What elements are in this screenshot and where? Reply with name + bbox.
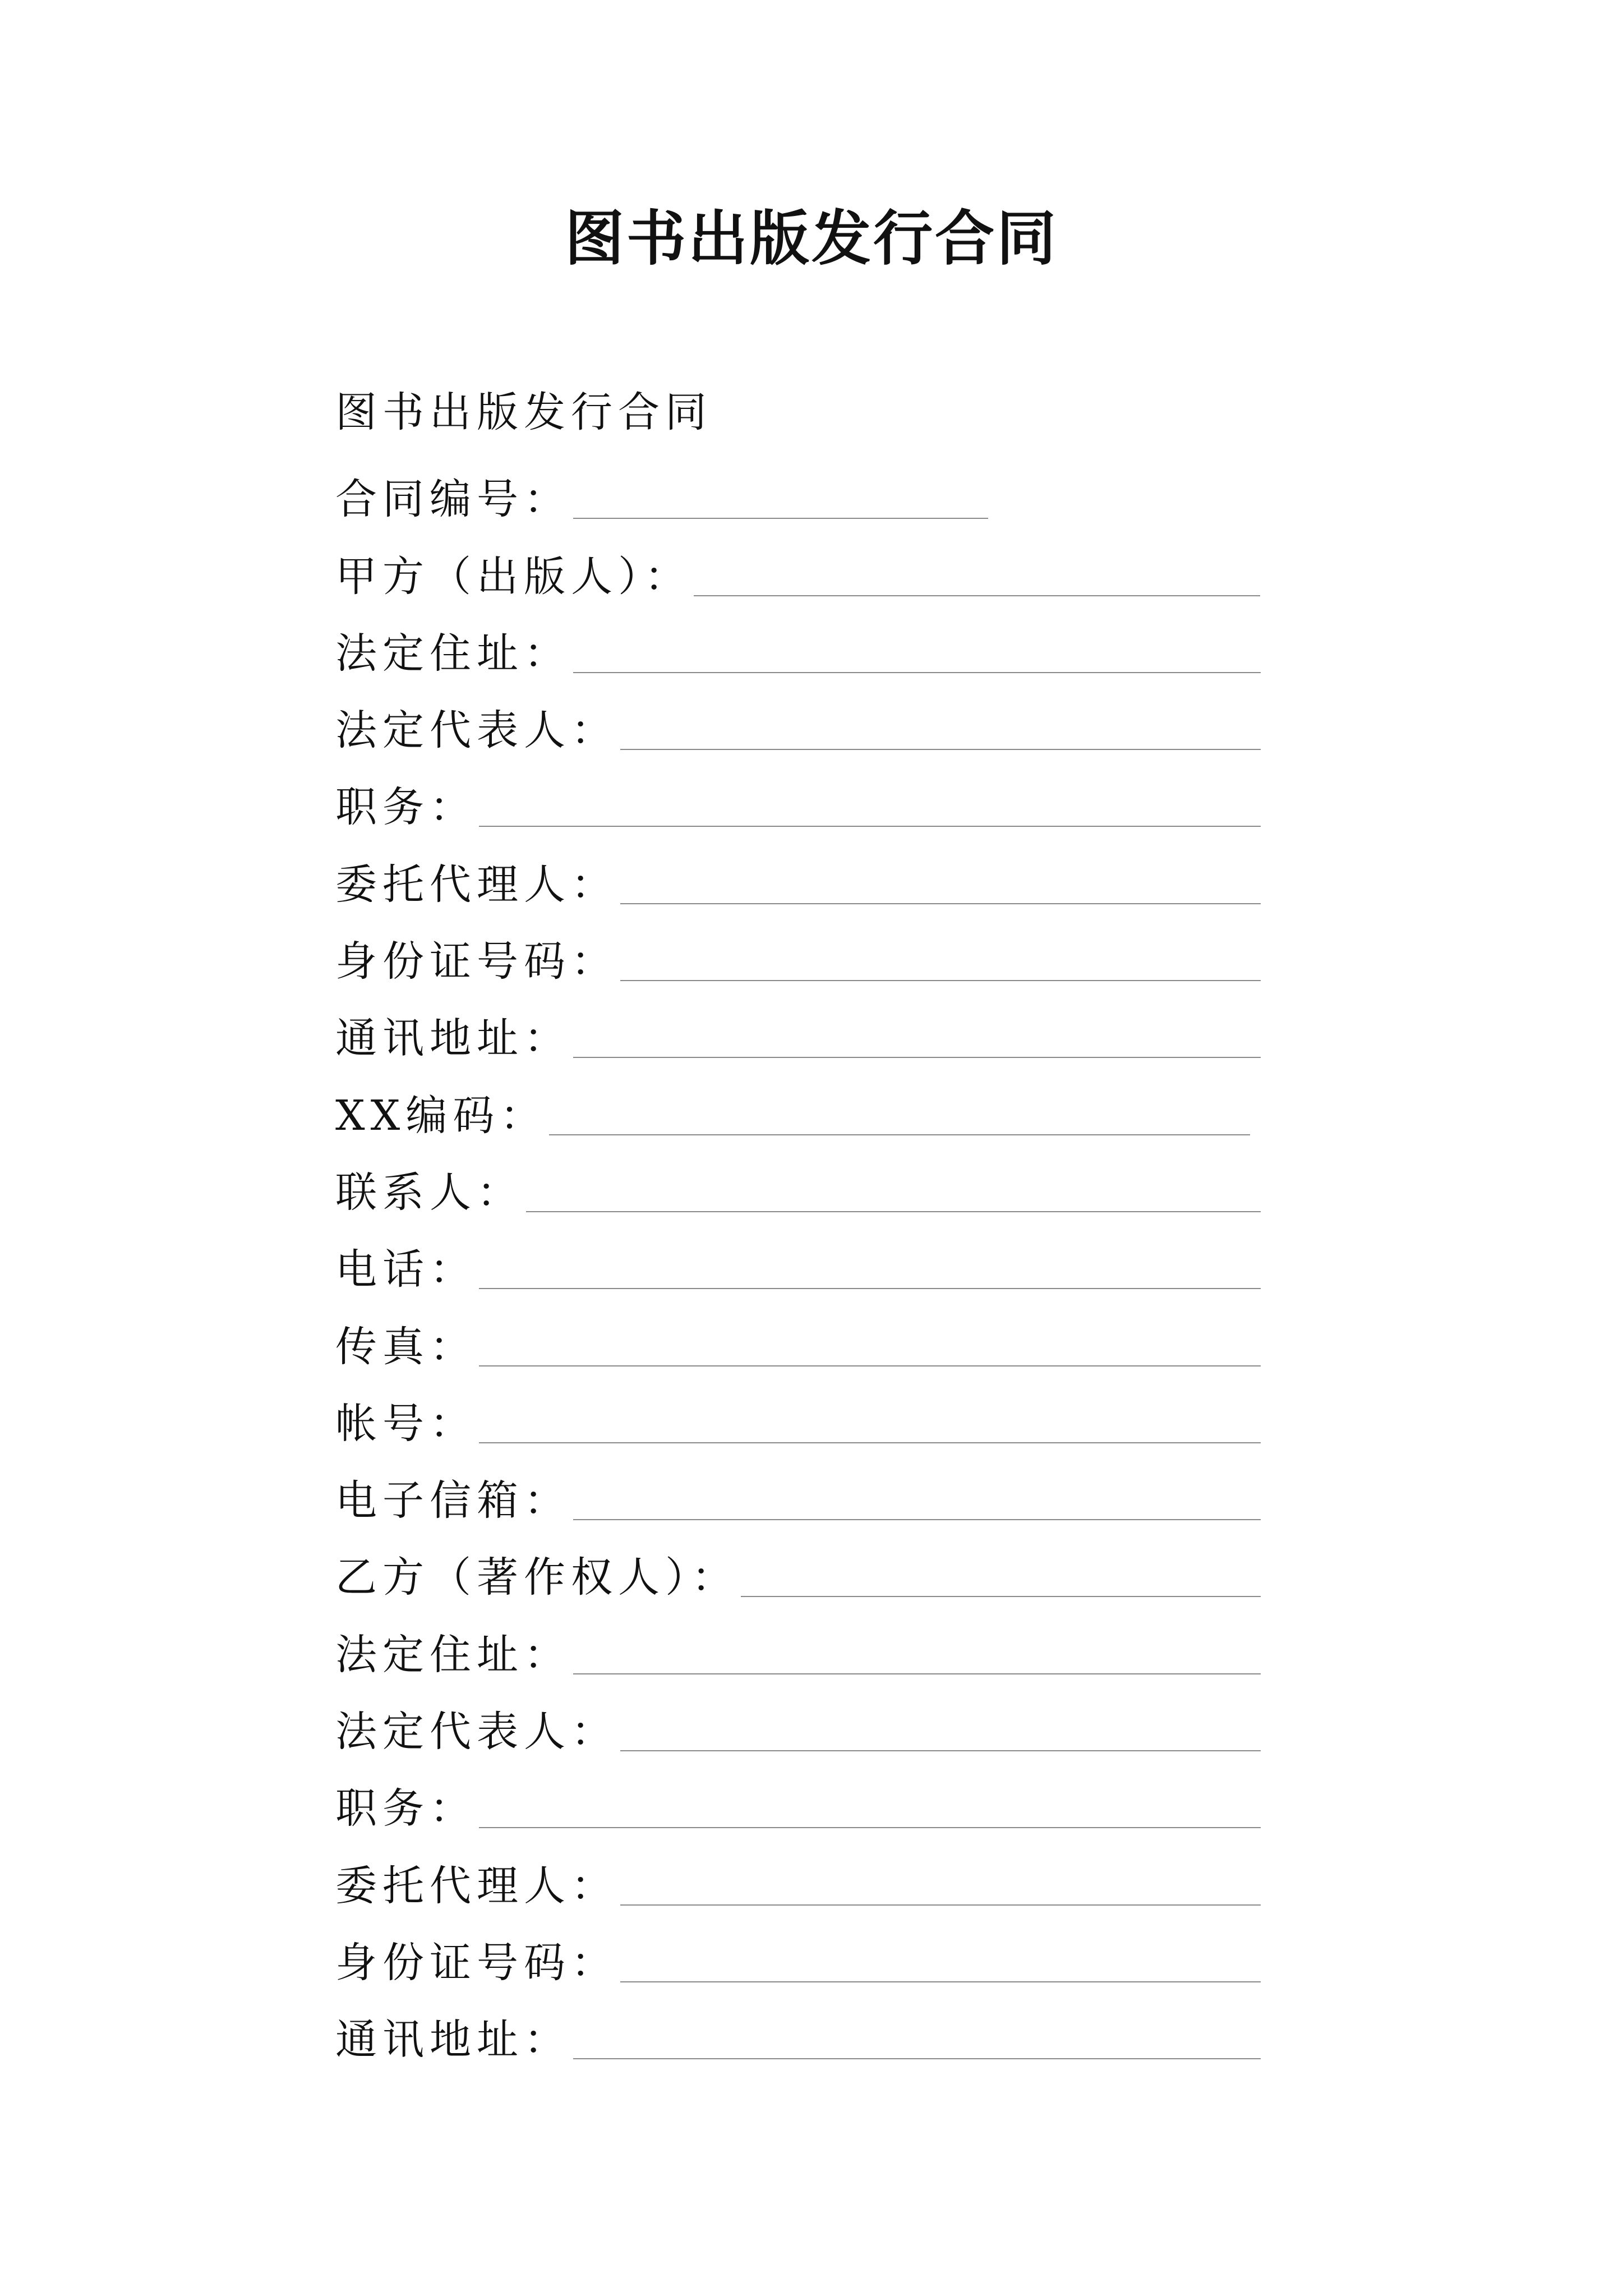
- blank-line[interactable]: [620, 1750, 1261, 1751]
- field-mailing-address-b: [335, 1999, 1261, 2076]
- field-label: 委托代理人：: [335, 1861, 618, 1910]
- field-phone: [335, 1229, 1261, 1306]
- blank-line[interactable]: [526, 1211, 1261, 1212]
- blank-line[interactable]: [573, 1519, 1261, 1520]
- field-label: 法定住址：: [335, 629, 571, 678]
- field-label: 合同编号：: [335, 475, 571, 524]
- blank-line[interactable]: [479, 1365, 1261, 1366]
- blank-line[interactable]: [573, 2058, 1261, 2059]
- field-label: 乙方（著作权人）：: [335, 1553, 739, 1602]
- blank-line[interactable]: [573, 672, 1261, 673]
- contract-fields: [335, 459, 1261, 2076]
- blank-line[interactable]: [694, 595, 1260, 596]
- field-label: 电子信箱：: [335, 1476, 571, 1525]
- blank-line[interactable]: [620, 1981, 1261, 1982]
- blank-line[interactable]: [549, 1134, 1250, 1135]
- blank-line[interactable]: [620, 1904, 1261, 1906]
- field-agent-b: [335, 1845, 1261, 1922]
- field-label: 传真：: [335, 1322, 477, 1371]
- field-legal-address-b: [335, 1614, 1261, 1691]
- field-postal-code: [335, 1075, 1261, 1152]
- document-title: 图书出版发行合同: [565, 203, 1058, 273]
- field-label: 身份证号码：: [335, 1938, 618, 1987]
- field-position: [335, 767, 1261, 844]
- field-label: 联系人：: [335, 1168, 524, 1217]
- field-legal-representative: [335, 690, 1261, 767]
- field-legal-address: [335, 613, 1261, 690]
- field-label: 帐号：: [335, 1399, 477, 1448]
- blank-line[interactable]: [479, 1288, 1261, 1289]
- field-position-b: [335, 1768, 1261, 1845]
- blank-line[interactable]: [620, 980, 1261, 981]
- document-subtitle: 图书出版发行合同: [335, 388, 712, 436]
- blank-line[interactable]: [573, 518, 988, 519]
- field-email: [335, 1460, 1261, 1537]
- field-contract-number: [335, 459, 1261, 536]
- field-contact: [335, 1152, 1261, 1229]
- field-label: 通讯地址：: [335, 2016, 571, 2064]
- field-account: [335, 1383, 1261, 1460]
- field-party-b: [335, 1537, 1261, 1614]
- field-id-number: [335, 921, 1261, 998]
- field-label: 法定代表人：: [335, 1708, 618, 1756]
- field-fax: [335, 1306, 1261, 1383]
- field-agent: [335, 844, 1261, 921]
- field-label: 职务：: [335, 1784, 477, 1833]
- blank-line[interactable]: [620, 749, 1261, 750]
- field-id-number-b: [335, 1922, 1261, 1999]
- field-label: 电话：: [335, 1245, 477, 1294]
- field-label: 委托代理人：: [335, 860, 618, 909]
- field-label: 法定代表人：: [335, 706, 618, 755]
- blank-line[interactable]: [573, 1673, 1261, 1674]
- field-legal-representative-b: [335, 1691, 1261, 1768]
- blank-line[interactable]: [573, 1057, 1261, 1058]
- field-mailing-address: [335, 998, 1261, 1075]
- field-label: 身份证号码：: [335, 937, 618, 986]
- blank-line[interactable]: [479, 826, 1261, 827]
- blank-line[interactable]: [479, 1442, 1261, 1443]
- field-label: XX编码：: [335, 1091, 547, 1140]
- field-label: 法定住址：: [335, 1630, 571, 1679]
- field-party-a: [335, 536, 1261, 613]
- field-label: 通讯地址：: [335, 1014, 571, 1063]
- field-label: 甲方（出版人）：: [335, 552, 691, 601]
- blank-line[interactable]: [479, 1827, 1261, 1828]
- blank-line[interactable]: [620, 903, 1261, 904]
- blank-line[interactable]: [741, 1596, 1261, 1597]
- field-label: 职务：: [335, 783, 477, 832]
